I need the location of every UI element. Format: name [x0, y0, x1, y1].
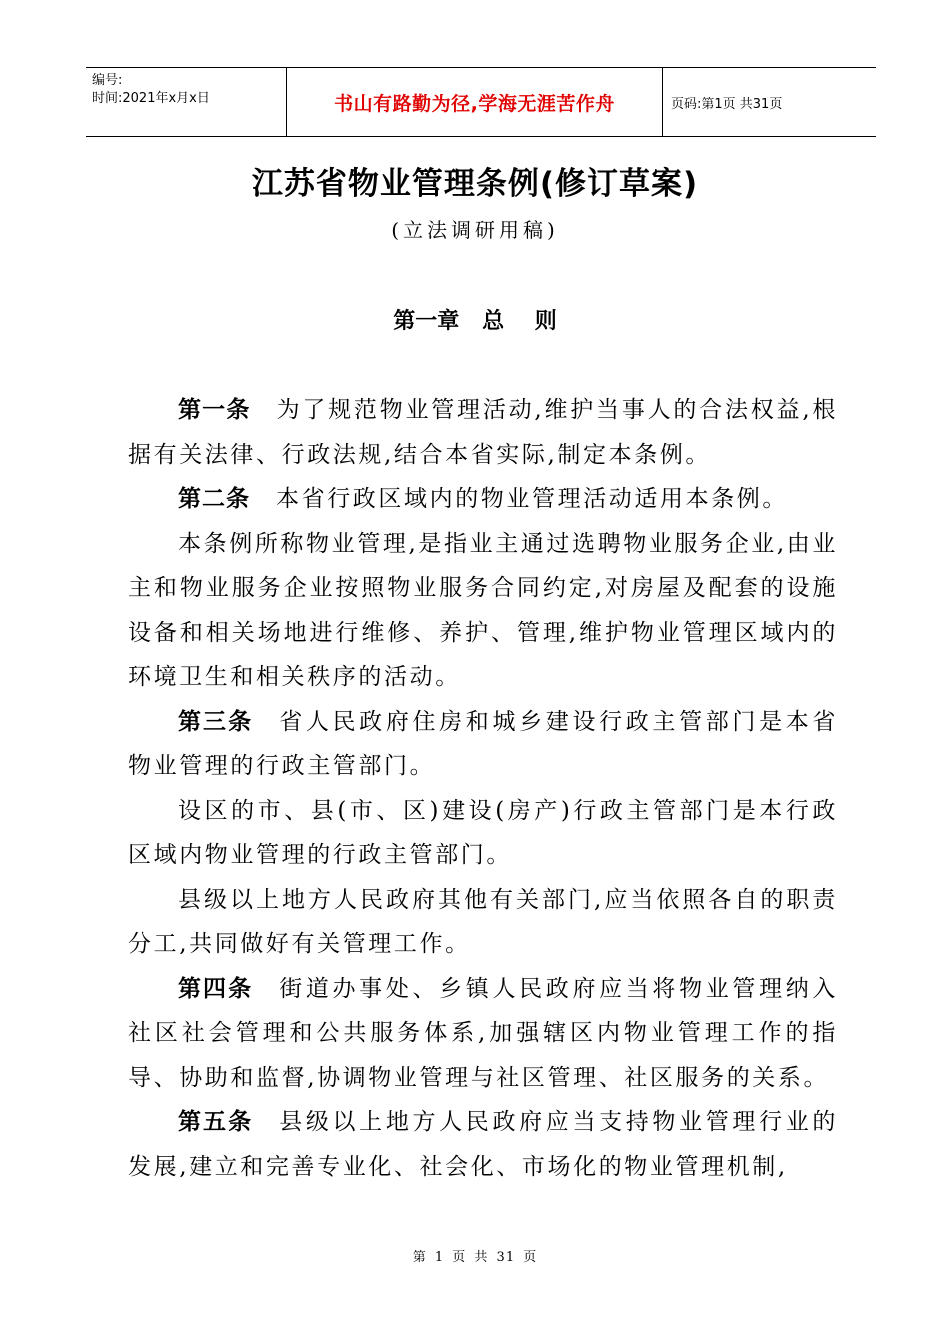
document-body	[128, 388, 838, 1189]
document-subtitle: (立法调研用稿)	[391, 218, 559, 242]
document-title: 江苏省物业管理条例(修订草案)	[251, 166, 699, 202]
paragraph	[128, 522, 838, 700]
paragraph-text: 本条例所称物业管理,是指业主通过选聘物业服务企业,由业主和物业服务企业按照物业服务合同约定,对房屋及配套的设施设备和相关场地进行维修、养护、管理,维护物业管理区域内的环境卫生和相关秩序的活动。	[128, 530, 838, 690]
paragraph	[128, 388, 838, 477]
paragraph-text: 县级以上地方人民政府其他有关部门,应当依照各自的职责分工,共同做好有关管理工作。	[128, 886, 838, 957]
paragraph-text: 本省行政区域内的物业管理活动适用本条例。	[276, 486, 788, 512]
paragraph-text: 街道办事处、乡镇人民政府应当将物业管理纳入社区社会管理和公共服务体系,加强辖区内物业管理工作的指导、协助和监督,协调物业管理与社区管理、社区服务的关系。	[128, 975, 838, 1091]
article-label: 第四条	[178, 975, 254, 1002]
page-header	[86, 67, 876, 137]
time-label: 时间:2021年x月x日	[92, 91, 210, 106]
article-label: 第五条	[178, 1109, 254, 1135]
article-label: 第二条	[178, 486, 250, 512]
article-label: 第三条	[178, 708, 254, 735]
paragraph-text: 县级以上地方人民政府应当支持物业管理行业的发展,建立和完善专业化、社会化、市场化的物业管理机制,	[128, 1109, 838, 1180]
paragraph	[128, 700, 838, 789]
article-label: 第一条	[178, 397, 251, 423]
header-motto: 书山有路勤为径,学海无涯苦作舟	[287, 68, 663, 136]
header-meta	[86, 68, 287, 136]
paragraph	[128, 878, 838, 967]
paragraph	[128, 1100, 838, 1189]
paragraph	[128, 477, 838, 522]
page-footer: 第 1 页 共 31 页	[412, 1250, 538, 1265]
number-label: 编号:	[92, 73, 123, 88]
paragraph	[128, 789, 838, 878]
paragraph-text: 设区的市、县(市、区)建设(房产)行政主管部门是本行政区域内物业管理的行政主管部门。	[128, 797, 838, 868]
chapter-title: 第一章 总 则	[393, 309, 557, 334]
paragraph-text: 为了规范物业管理活动,维护当事人的合法权益,根据有关法律、行政法规,结合本省实际,制定本条例。	[128, 397, 839, 468]
paragraph-text: 省人民政府住房和城乡建设行政主管部门是本省物业管理的行政主管部门。	[128, 708, 838, 779]
header-page-info: 页码:第1页 共31页	[671, 96, 783, 112]
paragraph	[128, 967, 838, 1101]
